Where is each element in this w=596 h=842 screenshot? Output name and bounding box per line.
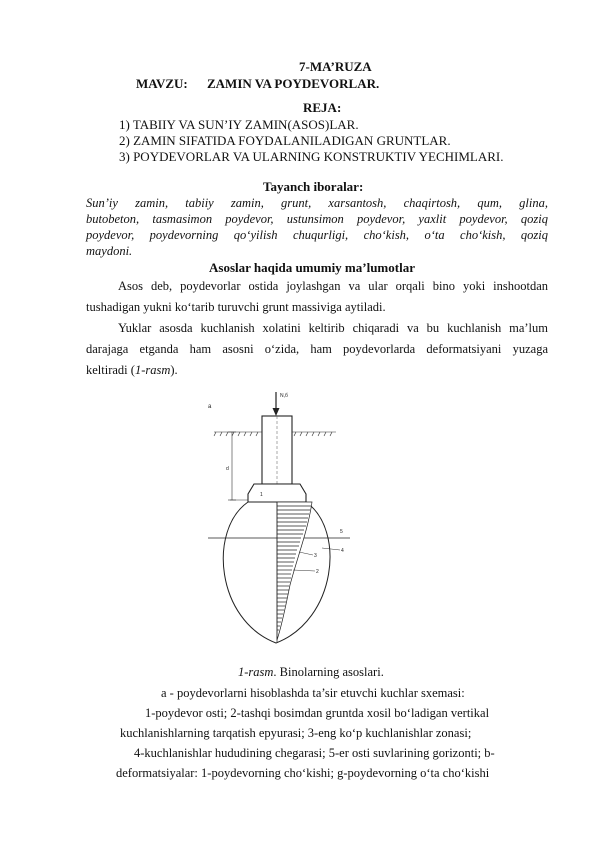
- figure-label-load: N,б: [280, 393, 288, 399]
- stress-zone-boundary: [223, 502, 330, 643]
- paragraph-line: Yuklar asosda kuchlanish xolatini keltirib chiqaradi va bu kuchlanish ma’lum: [118, 321, 548, 335]
- topic-label: MAVZU:: [136, 76, 188, 91]
- keywords-line: butobeton, tasmasimon poydevor, ustunsimon poydevor, yaxlit poydevor, qoziq: [86, 212, 548, 226]
- caption-line: a - poydevorlarni hisoblashda ta’sir etuvchi kuchlar sxemasi:: [161, 686, 465, 700]
- plan-item: 2) ZAMIN SIFATIDA FOYDALANILADIGAN GRUNTLAR.: [119, 133, 451, 148]
- caption-line: 4-kuchlanishlar hududining chegarasi; 5-er osti suvlarining gorizonti; b-: [134, 746, 495, 760]
- paragraph-line: tushadigan yukni ko‘tarib turuvchi grunt massiviga aytiladi.: [86, 300, 386, 314]
- figure-caption-title: [238, 665, 384, 680]
- figure-label-depth: d: [226, 466, 229, 472]
- plan-title: REJA:: [303, 100, 342, 115]
- figure-label-5: 5: [340, 529, 343, 535]
- foundation-diagram: [200, 380, 370, 655]
- paragraph-text: ).: [170, 363, 178, 377]
- topic-title: ZAMIN VA POYDEVORLAR.: [207, 76, 380, 91]
- keywords-block: [86, 195, 548, 259]
- load-arrowhead: [273, 408, 280, 416]
- caption-title-text: . Binolarning asoslari.: [273, 665, 384, 679]
- figure-reference: 1-rasm: [134, 363, 171, 377]
- figure-label-1: 1: [260, 492, 263, 498]
- plan-item: 3) POYDEVORLAR VA ULARNING KONSTRUKTIV YECHIMLARI.: [119, 149, 504, 164]
- paragraph-line: Asos deb, poydevorlar ostida joylashgan va ular orqali bino yoki inshootdan: [118, 279, 548, 293]
- keywords-line: poydevor, poydevorning qo‘yilish chuqurligi, cho‘kish, o‘ta cho‘kish, qoziq: [86, 228, 548, 242]
- paragraph-1: [86, 276, 548, 318]
- caption-ref: 1-rasm: [238, 665, 274, 679]
- paragraph-line: [86, 360, 548, 381]
- foundation-footing: [248, 484, 306, 502]
- figure-label-a: a: [208, 404, 212, 410]
- paragraph-line: darajaga etganda ham asosni o‘zida, ham poydevorlarda deformatsiyani yuzaga: [86, 342, 548, 356]
- plan-item: 1) TABIIY VA SUN’IY ZAMIN(ASOS)LAR.: [119, 117, 359, 132]
- depth-dimension: [228, 432, 236, 500]
- caption-line: kuchlanishlarning tarqatish epyurasi; 3-eng ko‘p kuchlanishlar zonasi;: [120, 726, 472, 740]
- figure-label-4: 4: [341, 548, 344, 554]
- figure-label-3: 3: [314, 553, 317, 559]
- caption-line: 1-poydevor osti; 2-tashqi bosimdan gruntda xosil bo‘ladigan vertikal: [145, 706, 490, 720]
- section-title: Asoslar haqida umumiy ma’lumotlar: [209, 260, 415, 275]
- keywords-line: maydoni.: [86, 244, 133, 258]
- figure-label-2: 2: [316, 569, 319, 575]
- paragraph-2: [86, 318, 548, 381]
- lecture-number: 7-MA’RUZA: [299, 59, 372, 74]
- paragraph-text: keltiradi (: [86, 363, 135, 377]
- keywords-title: Tayanch iboralar:: [263, 179, 364, 194]
- caption-line: deformatsiyalar: 1-poydevorning cho‘kishi; g-poydevorning o‘ta cho‘kishi: [116, 766, 490, 780]
- keywords-line: Sun’iy zamin, tabiiy zamin, grunt, xarsantosh, chaqirtosh, qum, glina,: [86, 196, 548, 210]
